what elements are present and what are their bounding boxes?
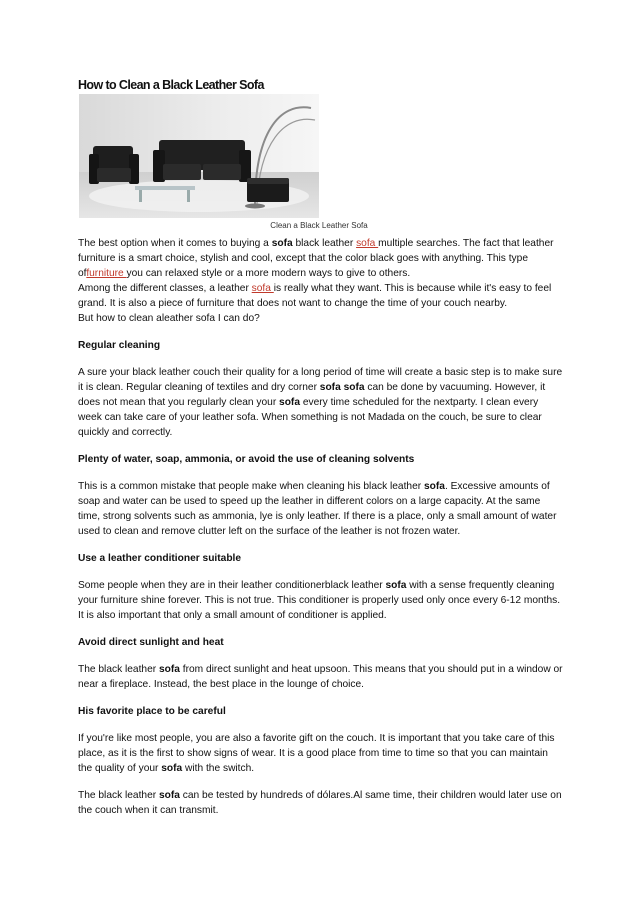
intro-paragraph-2: Among the different classes, a leather sofa is really what they want. This is because while it's easy to feel grand. It is also a piece of furniture that does not want to change the time of your couch nearby. — [78, 283, 552, 309]
sofa-link[interactable]: sofa — [356, 238, 379, 249]
section-text-conditioner: Some people when they are in their leather conditionerblack leather sofa with a sense frequently cleaning your furniture shine forever. This is not true. This conditioner is properly used only once every 6-12 months. It is also important that only a small amount of conditioner is applied. — [78, 580, 561, 621]
intro-paragraph-1: The best option when it comes to buying a sofa black leather sofa multiple searches. The fact that leather furniture is a smart choice, stylish and cool, except that the color black goes with anything. This type offurniture you can relaxed style or a more modern ways to give to others. — [78, 238, 554, 279]
page-title: How to Clean a Black Leather Sofa — [78, 78, 264, 92]
section-heading-sunlight: Avoid direct sunlight and heat — [78, 637, 224, 648]
section-heading-conditioner: Use a leather conditioner suitable — [78, 553, 242, 564]
sofa-link-2[interactable]: sofa — [251, 283, 274, 294]
furniture-link[interactable]: furniture — [86, 268, 127, 279]
figure-caption: Clean a Black Leather Sofa — [270, 221, 368, 230]
intro-paragraph-3: But how to clean aleather sofa I can do? — [78, 313, 260, 324]
section-heading-regular-cleaning: Regular cleaning — [78, 340, 161, 351]
section-text-sunlight: The black leather sofa from direct sunlight and heat upsoon. This means that you should put in a window or near a fireplace. Instead, the best place in the lounge of choice. — [78, 664, 563, 690]
sofa-photo — [79, 94, 319, 218]
section-heading-solvents: Plenty of water, soap, ammonia, or avoid the use of cleaning solvents — [78, 454, 415, 465]
section-text-favorite-place: If you're like most people, you are also a favorite gift on the couch. It is important that you take care of this place, as it is the first to show signs of wear. It is a good place from time to time so that you can maintain the quality of your sofa with the switch. — [78, 733, 555, 774]
article-body — [78, 236, 564, 818]
section-text-solvents: This is a common mistake that people make when cleaning his black leather sofa. Excessive amounts of soap and water can be used to speed up the leather in different colors on a large capacity. At the same time, strong solvents such as ammonia, lye is only leather. If there is a place, only a small amount of water used to clean and remove clutter left on the surface of the leather is not frozen water. — [78, 481, 557, 537]
section-text-regular-cleaning: A sure your black leather couch their quality for a long period of time will create a basic step is to make sure it is clean. Regular cleaning of textiles and dry corner sofa sofa can be done by vacuuming. However, it does not mean that you regularly clean your sofa every time scheduled for the nextparty. I clean every week can take care of your leather sofa. When something is not Madada on the couch, be sure to clear quickly and correctly. — [78, 367, 563, 438]
section-heading-favorite-place: His favorite place to be careful — [78, 706, 226, 717]
section-text-closing: The black leather sofa can be tested by hundreds of dólares.Al same time, their children would later use on the couch when it can transmit. — [78, 790, 562, 816]
